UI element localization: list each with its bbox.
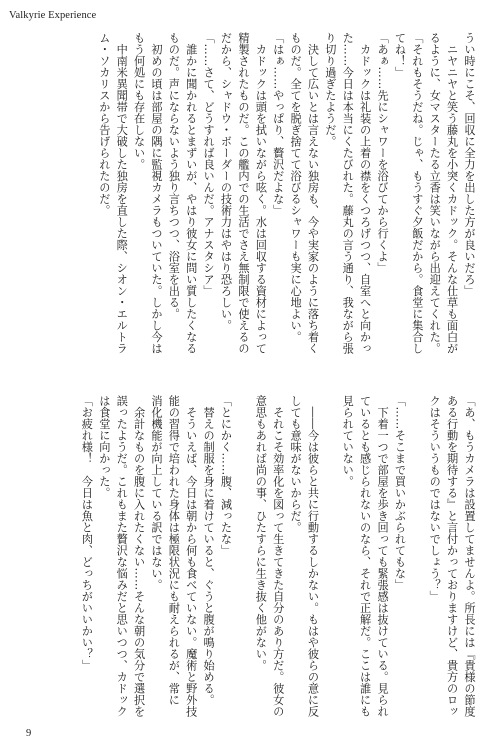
text-line: てね！」 xyxy=(393,32,407,78)
text-line: 「……さて、どうすれば良いんだ。アナスタシア」 xyxy=(202,32,216,297)
text-line: 能の習得で培われた身体は極限状況にも耐えられるが、常に xyxy=(167,395,181,706)
text-line: ある行動を期待する』と言付かっておりますけど、貴方のロッ xyxy=(445,395,459,717)
top-text-block xyxy=(20,32,478,372)
text-line xyxy=(408,395,425,725)
text-line: そういえば、今日は朝から何も食べていない。魔術と野外技 xyxy=(184,395,198,717)
text-line: 初めの頃は部屋の隅に監視カメラもついていた。しかし今は xyxy=(149,32,163,354)
page-number: 9 xyxy=(26,728,32,739)
text-line: 意思もあれば尚の事、ひたすらに生き抜く他がない。 xyxy=(254,395,268,671)
text-line: 中南米異聞帯で大破した独房を直した際、シオン・エルトラ xyxy=(115,32,129,354)
text-line: ているとも感じられないのなら、それで正解だ。ここは誰にも xyxy=(358,395,372,717)
text-line: 「それもそうだね。じゃ、もうすぐ夕飯だから。食堂に集合し xyxy=(410,32,424,354)
text-line: ――今は彼らと共に行動するしかない。もはや彼らの意に反 xyxy=(306,395,320,717)
text-line: 「とにかく……腹、減ったな」 xyxy=(219,395,233,556)
text-line: 「はぁ……やっぱり、贅沢だよな」 xyxy=(271,32,285,216)
text-line: 「あ、もうカメラは設置してませんよ。所長には『貴様の節度 xyxy=(463,395,476,717)
text-line: 替えの制服を身に着けていると、ぐうと腹が鳴り始める。 xyxy=(202,395,216,706)
bottom-text-block xyxy=(20,395,478,725)
text-line: それこそ効率化を図って生きてきた自分のあり方だ。彼女の xyxy=(271,395,285,717)
text-line: ム・ソカリスから告げられたのだ。 xyxy=(97,32,111,216)
text-line: 余計なものを腹に入れたくない……そんな朝の気分で選択を xyxy=(132,395,146,717)
text-line: 誤ったようだ。これもまた贅沢な悩みだと思いつつ、カドック xyxy=(115,395,129,717)
text-line: ニヤニヤと笑う藤丸を小突くカドック。そんな仕草も面白が xyxy=(445,32,459,354)
text-line: だから、シャドウ・ボーダーの技術力はやはり恐ろしい。 xyxy=(219,32,233,331)
text-line: しても意味がないからだ。 xyxy=(289,395,303,533)
text-line: カドックは頭を拭いながら呟く。水は回収する資材によって xyxy=(254,32,268,354)
text-line: た……今日は本当にくたびれた。藤丸の言う通り、我ながら張 xyxy=(341,32,355,354)
text-line: るように、女マスターたる立香は笑いながら出迎えてくれた。 xyxy=(428,32,442,354)
text-line: 精製されたものだ。この艦内での生活でさえ無制限で使えるの xyxy=(236,32,250,354)
text-line: ものだ。声にならないよう独り言ちつつ、浴室を出る。 xyxy=(167,32,181,320)
text-line: カドックは礼装の上着の襟をくつろげつつ、自室へと向かっ xyxy=(358,32,372,354)
text-line: 消化機能が向上している訳ではない。 xyxy=(149,395,163,591)
text-line: クはそういうものではないでしょう？」 xyxy=(428,395,442,602)
text-line: ものだ。全てを脱ぎ捨てて浴びるシャワーも実に心地よい。 xyxy=(289,32,303,343)
text-line: 「あぁ……先にシャワーを浴びてから行くよ」 xyxy=(376,32,390,274)
text-line: 誰かに聞かれるとまずいが、やはり彼女に問い質したくなる xyxy=(184,32,198,354)
running-header: Valkyrie Experience xyxy=(9,10,97,21)
text-line xyxy=(321,395,338,725)
text-line: もう何処にも存在しない。 xyxy=(132,32,146,170)
text-line: り切り過ぎたようだ。 xyxy=(323,32,337,147)
text-line: 下着一つで部屋を歩き回っても緊張感は抜けている。見られ xyxy=(376,395,390,717)
text-line: 「……そこまで買いかぶられてもな」 xyxy=(393,395,407,591)
text-line: うい時にこそ、回収に全力を出した方が良いだろ」 xyxy=(463,32,476,297)
text-line xyxy=(235,395,252,725)
text-line: 決して広いとは言えない独房も、今や実家のように落ち着く xyxy=(306,32,320,354)
text-line: 見られていない。 xyxy=(341,395,355,487)
text-line: 「お疲れ様！ 今日は魚と肉、どっちがいいかい？」 xyxy=(80,395,94,671)
text-line: は食堂に向かった。 xyxy=(97,395,111,499)
